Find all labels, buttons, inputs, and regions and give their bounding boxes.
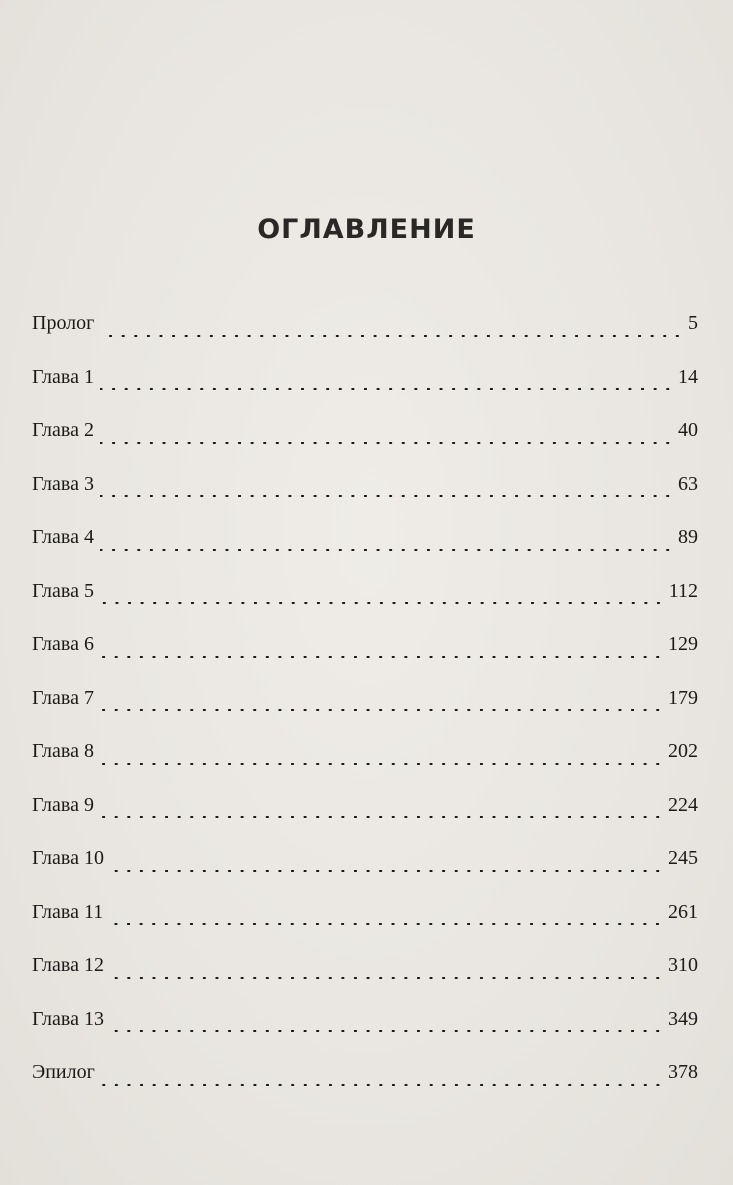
toc-entry — [32, 1049, 698, 1103]
dot-leader — [100, 335, 684, 337]
dot-leader — [100, 495, 674, 497]
toc-entry — [32, 996, 698, 1050]
toc-entry — [32, 889, 698, 943]
toc-entry-title: Глава 5 — [32, 579, 94, 602]
toc-entry-title: Глава 7 — [32, 686, 94, 709]
toc-entry — [32, 407, 698, 461]
toc-entry-page: 63 — [678, 472, 698, 495]
toc-entry-title: Глава 1 — [32, 365, 94, 388]
table-of-contents — [32, 300, 698, 1103]
dot-leader — [100, 709, 664, 711]
toc-entry-page: 89 — [678, 526, 698, 548]
dot-leader — [110, 1030, 664, 1032]
dot-leader — [100, 602, 665, 604]
dot-leader — [109, 923, 664, 925]
toc-entry-title: Глава 13 — [32, 1007, 104, 1030]
dot-leader — [100, 549, 674, 551]
dot-leader — [100, 656, 664, 658]
toc-entry-page: 5 — [688, 312, 698, 334]
toc-entry — [32, 835, 698, 889]
toc-entry — [32, 728, 698, 782]
toc-entry-page: 310 — [668, 954, 698, 976]
toc-entry-title: Глава 8 — [32, 740, 94, 762]
toc-heading: ОГЛАВЛЕНИЕ — [257, 214, 476, 245]
toc-entry-title: Глава 3 — [32, 472, 94, 495]
dot-leader — [100, 442, 674, 444]
toc-entry — [32, 621, 698, 675]
toc-entry — [32, 942, 698, 996]
toc-entry — [32, 461, 698, 515]
dot-leader — [101, 1084, 664, 1086]
toc-entry-title: Пролог — [32, 312, 95, 334]
toc-entry-page: 245 — [668, 847, 698, 869]
toc-entry-page: 349 — [668, 1007, 698, 1030]
toc-entry-page: 261 — [668, 900, 698, 923]
toc-entry-page: 378 — [668, 1061, 698, 1083]
toc-entry-title: Глава 11 — [32, 900, 104, 923]
toc-entry — [32, 675, 698, 729]
toc-entry — [32, 514, 698, 568]
dot-leader — [100, 763, 664, 765]
dot-leader — [100, 816, 664, 818]
toc-entry-page: 202 — [668, 740, 698, 762]
toc-entry — [32, 568, 698, 622]
toc-entry-title: Глава 10 — [32, 847, 104, 869]
toc-entry-title: Глава 6 — [32, 633, 94, 655]
toc-entry-page: 40 — [678, 419, 698, 441]
toc-entry — [32, 300, 698, 354]
toc-entry-title: Эпилог — [32, 1061, 95, 1083]
toc-entry-page: 14 — [678, 365, 698, 388]
toc-entry-title: Глава 4 — [32, 526, 94, 548]
toc-entry-title: Глава 2 — [32, 419, 94, 441]
toc-entry-title: Глава 12 — [32, 954, 104, 976]
toc-entry-title: Глава 9 — [32, 793, 94, 816]
toc-entry-page: 179 — [668, 686, 698, 709]
dot-leader — [110, 870, 664, 872]
toc-entry-page: 129 — [668, 633, 698, 655]
toc-entry — [32, 354, 698, 408]
toc-entry-page: 112 — [668, 579, 698, 602]
dot-leader — [100, 388, 674, 390]
dot-leader — [110, 977, 664, 979]
toc-entry — [32, 782, 698, 836]
toc-entry-page: 224 — [668, 793, 698, 816]
